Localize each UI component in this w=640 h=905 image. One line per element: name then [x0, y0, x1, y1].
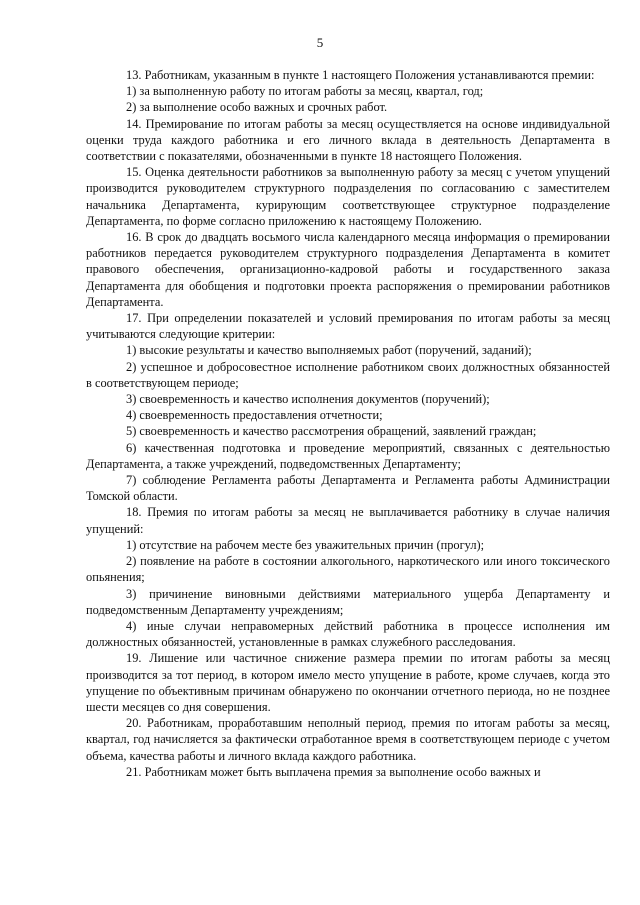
- list-item: 3) причинение виновными действиями материального ущерба Департаменту и подведомственным Департаменту учреждениям;: [86, 586, 610, 617]
- list-item: 4) иные случаи неправомерных действий работника в процессе исполнения им должностных обязанностей, установленные в рамках служебного расследования.: [86, 618, 610, 650]
- paragraph-19: 19. Лишение или частичное снижение размера премии по итогам работы за месяц производится за тот период, в котором имело место упущение в работе, кроме случаев, когда это упущение по объективным причинам обнаружено по окончании отчетного периода, но не позднее шести месяцев со дня совершения.: [86, 651, 610, 714]
- paragraph-21: 21. Работникам может быть выплачена премия за выполнение особо важных и: [126, 764, 541, 779]
- paragraph-13: 13. Работникам, указанным в пункте 1 настоящего Положения устанавливаются премии:: [126, 68, 595, 82]
- document-body: [86, 67, 610, 780]
- paragraph-14: 14. Премирование по итогам работы за месяц осуществляется на основе индивидуальной оценки труда каждого работника и его личного вклада в деятельность Департамента в соответствии с показателями, обозначенными в пункте 18 настоящего Положения.: [86, 116, 610, 164]
- list-item: 4) своевременность предоставления отчетности;: [126, 408, 383, 423]
- paragraph-15: 15. Оценка деятельности работников за выполненную работу за месяц с учетом упущений производится руководителем структурного подразделения по согласованию с заместителем начальника Департамента, курирующим соответствующее структурное подразделение Департамента, по форме согласно приложению к настоящему Положению.: [86, 165, 610, 228]
- list-item: 2) за выполнение особо важных и срочных работ.: [126, 100, 388, 115]
- list-item: 2) успешное и добросовестное исполнение работником своих должностных обязанностей в соответствующем периоде;: [86, 359, 610, 390]
- list-item: 7) соблюдение Регламента работы Департамента и Регламента работы Администрации Томской области.: [86, 473, 610, 504]
- list-item: 2) появление на работе в состоянии алкогольного, наркотического или иного токсического опьянения;: [86, 554, 610, 585]
- paragraph-16: 16. В срок до двадцать восьмого числа календарного месяца информация о премировании работников передается руководителем структурного подразделения Департамента в комитет правового обеспечения, организационно-кадровой работы и государственного заказа Департамента для обобщения и подготовки проекта распоряжения о премировании работников Департамента.: [86, 230, 610, 309]
- list-item: 1) за выполненную работу по итогам работы за месяц, квартал, год;: [126, 84, 484, 99]
- paragraph-20: 20. Работникам, проработавшим неполный период, премия по итогам работы за месяц, квартал, год начисляется за фактически отработанное время в соответствующем периоде с учетом объема, качества работы и личного вклада каждого работника.: [86, 716, 610, 763]
- list-item: 6) качественная подготовка и проведение мероприятий, связанных с деятельностью Департамента, а также учреждений, подведомственных Департаменту;: [86, 440, 610, 471]
- list-item: 1) отсутствие на рабочем месте без уважительных причин (прогул);: [126, 537, 485, 552]
- list-item: 1) высокие результаты и качество выполняемых работ (поручений, заданий);: [126, 343, 532, 358]
- list-item: 5) своевременность и качество рассмотрения обращений, заявлений граждан;: [126, 424, 537, 439]
- page-number: 5: [316, 35, 324, 50]
- list-item: 3) своевременность и качество исполнения документов (поручений);: [126, 392, 490, 407]
- paragraph-18: 18. Премия по итогам работы за месяц не выплачивается работнику в случае наличия упущений:: [86, 505, 610, 536]
- paragraph-17: 17. При определении показателей и условий премирования по итогам работы за месяц учитываются следующие критерии:: [86, 311, 610, 342]
